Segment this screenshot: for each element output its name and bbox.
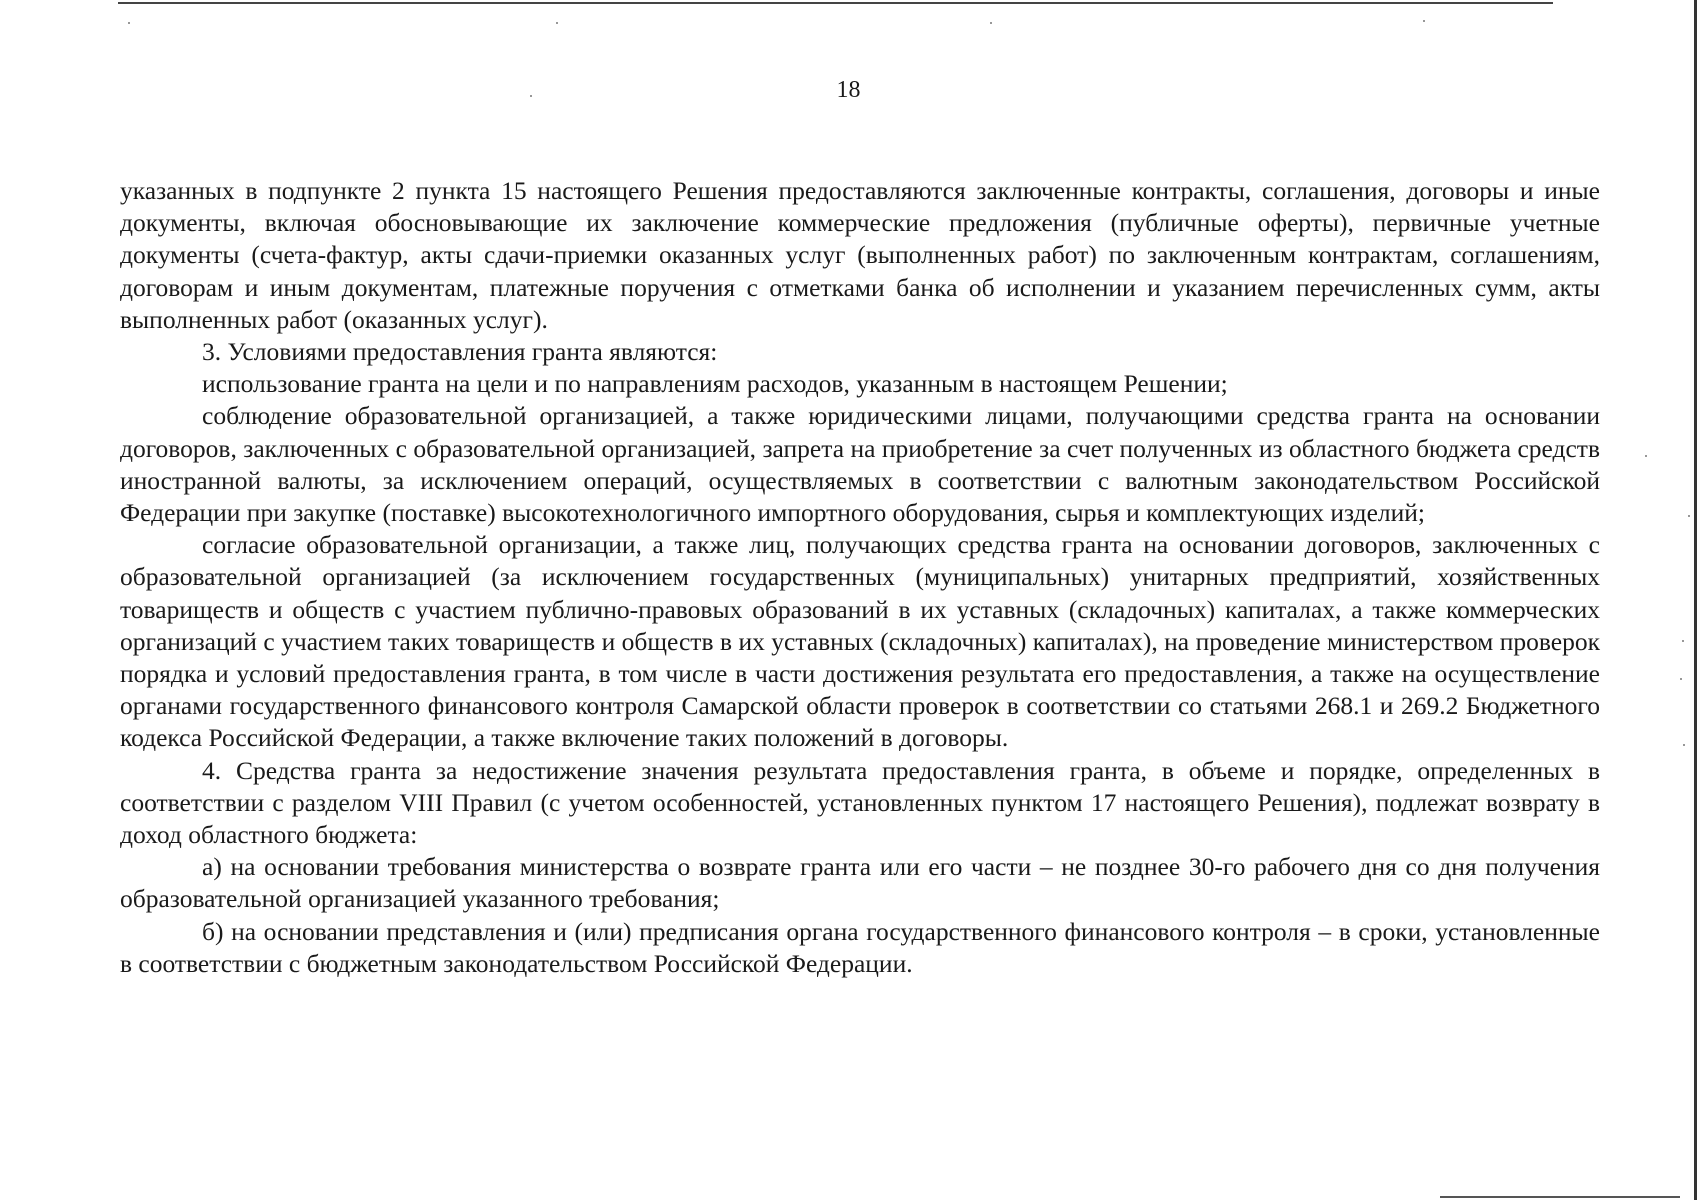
paragraph-item-b: б) на основании представления и (или) предписания органа государственного финансового контроля – в сроки, установленные в соответствии с бюджетным законодательством Российской Федерации.	[120, 916, 1600, 978]
paragraph-continuation: указанных в подпункте 2 пункта 15 настоящего Решения предоставляются заключенные контракты, соглашения, договоры и иные документы, включая обосновывающие их заключение коммерческие предложения (публичные оферты), первичные учетные документы (счета-фактур, акты сдачи-приемки оказанных услуг (выполненных работ) по заключенным контрактам, соглашениям, договорам и иным документам, платежные поручения с отметками банка об исполнении и указанием перечисленных сумм, акты выполненных работ (оказанных услуг).	[120, 176, 1600, 334]
page-number: 18	[836, 77, 861, 103]
paragraph-condition-currency: соблюдение образовательной организацией, а также юридическими лицами, получающими средства гранта на основании договоров, заключенных с образовательной организацией, запрета на приобретение за счет полученных из областного бюджета средств иностранной валюты, за исключением операций, осуществляемых в соответствии с валютным законодательством Российской Федерации при закупке (поставке) высокотехнологичного импортного оборудования, сырья и комплектующих изделий;	[120, 401, 1600, 528]
document-body	[120, 175, 1600, 980]
scan-speck	[990, 22, 992, 24]
scan-speck	[556, 22, 558, 24]
scan-speck	[1423, 20, 1425, 22]
scan-speck	[1683, 744, 1685, 746]
paragraph-clause-4: 4. Средства гранта за недостижение значения результата предоставления гранта, в объеме и порядке, определенных в соответствии с разделом VIII Правил (с учетом особенностей, установленных пунктом 17 настоящего Решения), подлежат возврату в доход областного бюджета:	[120, 755, 1600, 850]
scan-speck	[1680, 678, 1682, 680]
scan-speck	[128, 22, 130, 24]
scan-border-bottom	[1440, 1196, 1680, 1198]
paragraph-clause-3: 3. Условиями предоставления гранта являются:	[202, 337, 718, 367]
scan-speck	[1688, 515, 1690, 517]
scan-speck	[1682, 640, 1684, 642]
paragraph-item-a: а) на основании требования министерства о возврате гранта или его части – не позднее 30-го рабочего дня со дня получения образовательной организацией указанного требования;	[120, 852, 1600, 914]
scan-border-top	[118, 2, 1553, 4]
paragraph-condition-consent: согласие образовательной организации, а также лиц, получающих средства гранта на основании договоров, заключенных с образовательной организацией (за исключением государственных (муниципальных) унитарных предприятий, хозяйственных товариществ и обществ с участием публично-правовых образований в их уставных (складочных) капиталах, а также коммерческих организаций с участием таких товариществ и обществ в их уставных (складочных) капиталах), на проведение министерством проверок порядка и условий предоставления гранта, в том числе в части достижения результата его предоставления, а также на осуществление органами государственного финансового контроля Самарской области проверок в соответствии со статьями 268.1 и 269.2 Бюджетного кодекса Российской Федерации, а также включение таких положений в договоры.	[120, 530, 1600, 753]
paragraph-condition-usage: использование гранта на цели и по направлениям расходов, указанным в настоящем Решении;	[202, 369, 1228, 399]
scan-speck	[1645, 455, 1647, 457]
